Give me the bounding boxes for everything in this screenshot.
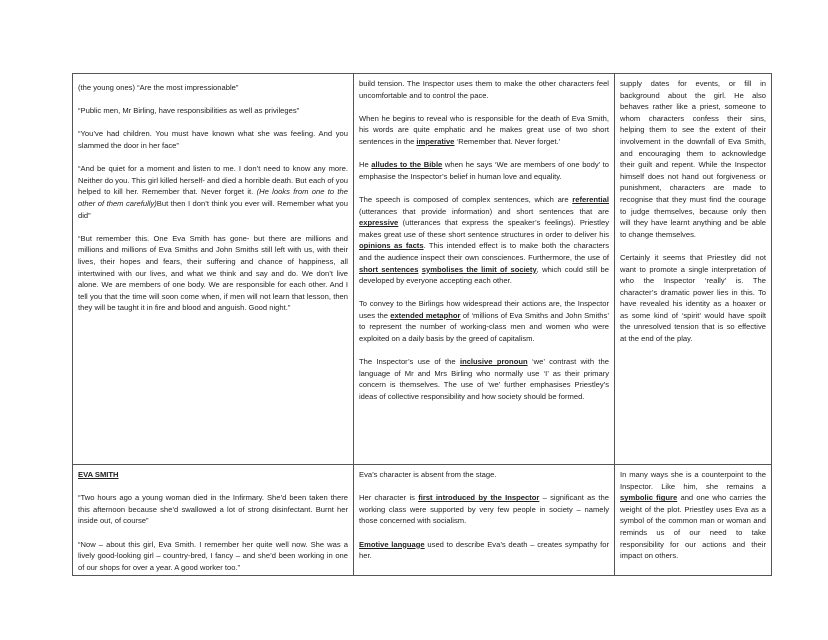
keyword: alludes to the Bible [371,160,443,170]
study-notes-table [72,73,772,576]
analysis-cell [354,465,615,576]
analysis-paragraph: The speech is composed of complex sentences, which are referential (utterances that provide information) and short sentences that are expressive (utterances that express the speaker’s feelings). Priestley makes great use of these short sentence structures in order to deliver his opinions as facts. This intended effect is to make both the characters and the audience inspect their own consciences. Furthermore, the use of short sentences symbolises the limit of society, which could still be developed by everyone accepting each other. [359,194,609,286]
context-paragraph: supply dates for events, or fill in background about the girl. He also behaves rather like a priest, someone to whom characters confess their sins, helping them to see the extent of their involvement in the downfall of Eva Smith, and encouraging them to acknowledge their guilt and repent. While the Inspector himself does not hand out forgiveness or punishment, characters are made to recognise that they must find the courage to judge themselves, because only then will they have learnt anything and be able to change themselves. [620,79,766,239]
keyword: opinions as facts [359,241,424,251]
keyword: first introduced by the Inspector [418,493,540,503]
keyword: referential [572,194,609,204]
keyword: expressive [359,218,399,228]
stage-direction: (He looks from one to the other of them carefully) [78,187,348,208]
quote: “Two hours ago a young woman died in the Infirmary. She’d been taken there this afternoon because she’d swallowed a lot of strong disinfectant. Burnt her inside out, of course” [78,493,348,526]
analysis-cell [354,74,615,465]
analysis-paragraph: Emotive language used to describe Eva’s death – creates sympathy for her. [359,539,609,561]
quote: “And be quiet for a moment and listen to me. I don’t need to know any more. Neither do you. This girl killed herself- and died a horrible death. But each of you helped to kill her. Remember that. Never forget it. (He looks from one to the other of them carefully)But then I don’t think you ever will. Remember what you did” [78,164,349,220]
quote: “Now – about this girl, Eva Smith. I remember her quite well now. She was a lively good-looking girl – country-bred, I fancy – and she’d been working in one of our shops for over a year. A good worker too.” [78,539,348,572]
quotes-cell [73,465,354,576]
keyword: imperative [416,136,455,146]
context-cell [615,74,772,465]
analysis-paragraph: build tension. The Inspector uses them to make the other characters feel uncomfortable and to control the pace. [359,79,609,100]
keyword: short sentences [359,264,419,274]
keyword: Emotive language [359,539,425,549]
context-cell [615,465,772,576]
quote: “Public men, Mr Birling, have responsibilities as well as privileges” [78,106,300,116]
quote: (the young ones) “Are the most impressionable” [78,83,239,92]
analysis-paragraph: The Inspector’s use of the inclusive pronoun ‘we’ contrast with the language of Mr and Mrs Birling who normally use ‘I’ as their primary concern is themselves. The use of ‘we’ further emphasises Priestley’s ideas of collective responsibility and how society should be formed. [359,357,609,402]
quote: “You’ve had children. You must have known what she was feeling. And you slammed the door in her face” [78,129,348,150]
context-paragraph: In many ways she is a counterpoint to the Inspector. Like him, she remains a symbolic figure and one who carries the weight of the plot. Priestley uses Eva as a symbol of the common man or woman and reminds us of our need to take responsibility for our actions and their impact on others. [620,470,766,561]
analysis-paragraph: When he begins to reveal who is responsible for the death of Eva Smith, his words are quite emphatic and he makes great use of two short sentences in the imperative ‘Remember that. Never forget.’ [359,113,609,146]
table-row-eva-smith [73,465,772,576]
analysis-paragraph: He alludes to the Bible when he says ‘We are members of one body’ to emphasise the Inspector’s belief in human love and equality. [359,160,609,181]
analysis-paragraph: To convey to the Birlings how widespread their actions are, the Inspector uses the extended metaphor of ‘millions of Eva Smiths and John Smiths’ to represent the number of working-class men and women who were exploited on a daily basis by the greed of capitalism. [359,299,610,344]
section-heading: EVA SMITH [78,470,119,479]
context-paragraph: Certainly it seems that Priestley did not want to promote a single interpretation of who the Inspector ‘really’ is. The character’s dramatic power lies in this. To have revealed his identity as a hoaxer or as some kind of ‘spirit’ would have spoilt the unresolved tension that is so effective at the end of the play. [620,252,766,344]
keyword: symbolic figure [620,493,678,503]
keyword: symbolises the limit of society [421,264,537,274]
keyword: inclusive pronoun [459,357,528,367]
analysis-paragraph: Her character is first introduced by the Inspector – significant as the working class were supported by very few people in society – namely those concerned with socialism. [359,493,609,526]
keyword: extended metaphor [390,310,461,320]
table-row-inspector [73,74,772,465]
analysis-paragraph: Eva’s character is absent from the stage. [359,470,497,479]
quote: “But remember this. One Eva Smith has gone- but there are millions and millions and millions of Eva Smiths and John Smiths still left with us, with their lives, their hopes and fears, their suffering and chance of happiness, all intertwined with our lives, and what we think and say and do. We don’t live alone. We are members of one body. We are responsible for each other. And I tell you that the time will soon come when, if men will not learn that lesson, then they will be taught it in fire and blood and anguish. Good night.” [78,233,348,313]
quotes-cell [73,74,354,465]
